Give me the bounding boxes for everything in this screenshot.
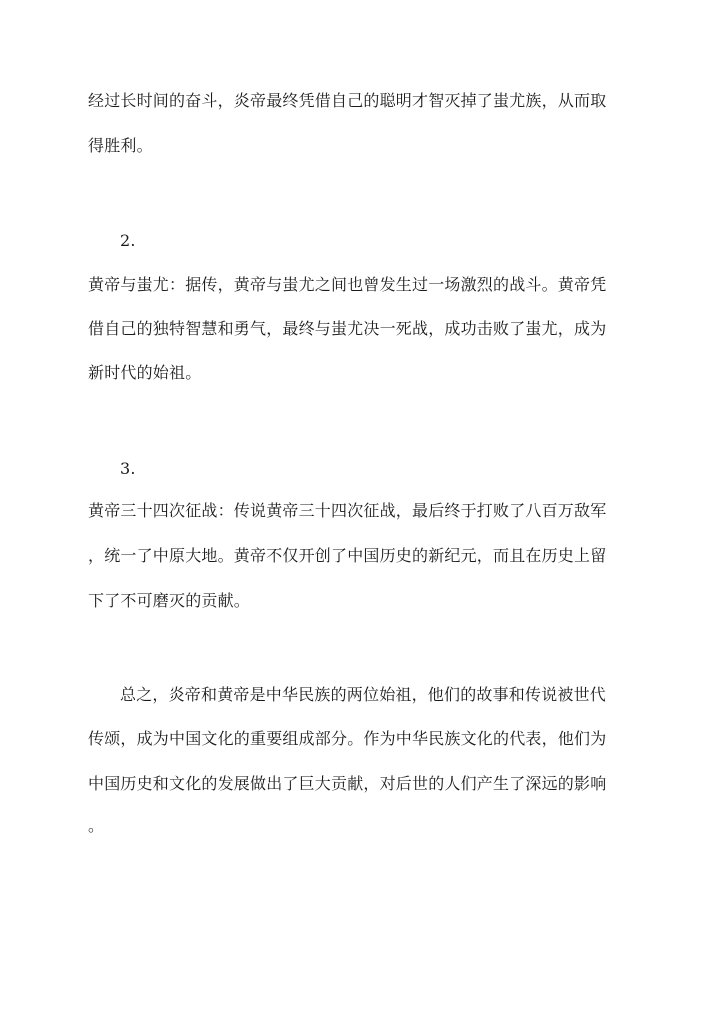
conclusion-line-4: 。 — [88, 816, 105, 835]
section-2-number: 2. — [120, 231, 136, 250]
section-3-number: 3. — [120, 459, 136, 478]
intro-line-1: 经过长时间的奋斗，炎帝最终凭借自己的聪明才智灭掉了蚩尤族，从而取 — [88, 91, 607, 110]
section-2-line-2: 借自己的独特智慧和勇气，最终与蚩尤决一死战，成功击败了蚩尤，成为 — [88, 319, 607, 338]
conclusion-line-3: 中国历史和文化的发展做出了巨大贡献，对后世的人们产生了深远的影响 — [88, 774, 607, 793]
intro-line-2: 得胜利。 — [88, 136, 153, 155]
conclusion-line-1: 总之，炎帝和黄帝是中华民族的两位始祖，他们的故事和传说被世代 — [120, 685, 607, 704]
section-3-line-1: 黄帝三十四次征战：传说黄帝三十四次征战，最后终于打败了八百万敌军 — [88, 501, 607, 520]
section-3-line-3: 下了不可磨灭的贡献。 — [88, 591, 251, 610]
section-3-line-2: ，统一了中原大地。黄帝不仅开创了中国历史的新纪元，而且在历史上留 — [88, 546, 607, 565]
section-2-line-3: 新时代的始祖。 — [88, 363, 202, 382]
section-2-line-1: 黄帝与蚩尤：据传，黄帝与蚩尤之间也曾发生过一场激烈的战斗。黄帝凭 — [88, 275, 607, 294]
conclusion-line-2: 传颂，成为中国文化的重要组成部分。作为中华民族文化的代表，他们为 — [88, 729, 607, 748]
